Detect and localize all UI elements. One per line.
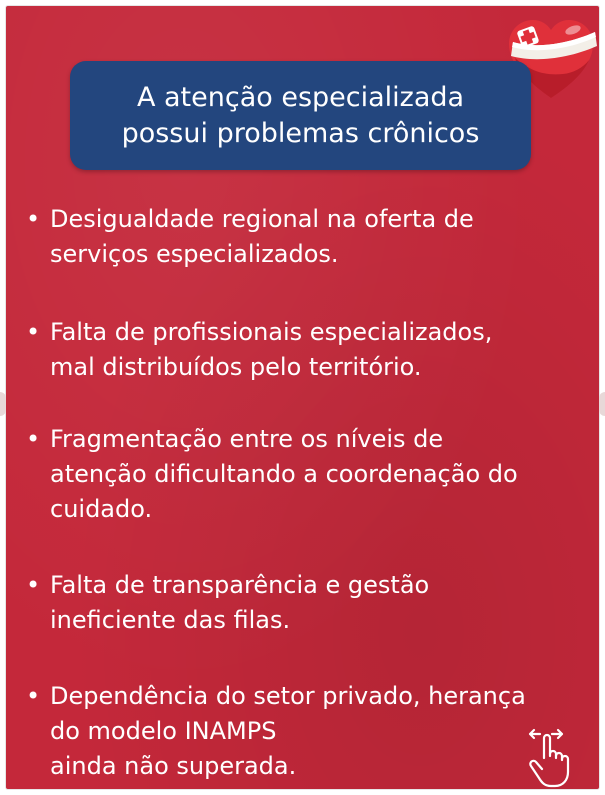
list-item — [26, 202, 474, 272]
title-line-1: A atenção especializada — [136, 81, 465, 113]
bullet-icon: • — [26, 425, 41, 453]
bullet-icon: • — [26, 682, 41, 710]
title-banner — [70, 61, 531, 170]
next-page-handle[interactable] — [599, 392, 605, 416]
list-item — [26, 422, 518, 527]
list-item — [26, 679, 526, 784]
list-item — [26, 568, 429, 638]
list-item — [26, 315, 492, 385]
title-line-2: possui problemas crônicos — [121, 117, 480, 149]
list-item-text: Dependência do setor privado, herança do modelo INAMPS ainda não superada. — [50, 682, 526, 780]
list-item-text: Falta de profissionais especializados, mal distribuídos pelo território. — [50, 318, 493, 381]
list-item-text: Desigualdade regional na oferta de serviços especializados. — [50, 205, 474, 268]
list-item-text: Fragmentação entre os níveis de atenção dificultando a coordenação do cuidado. — [50, 425, 518, 523]
bullet-icon: • — [26, 205, 41, 233]
slide-card — [6, 6, 599, 789]
tap-swipe-hand-icon[interactable] — [524, 728, 574, 788]
bullet-icon: • — [26, 571, 41, 599]
bullet-icon: • — [26, 318, 41, 346]
prev-page-handle[interactable] — [0, 392, 6, 416]
list-item-text: Falta de transparência e gestão ineficiente das filas. — [50, 571, 430, 634]
